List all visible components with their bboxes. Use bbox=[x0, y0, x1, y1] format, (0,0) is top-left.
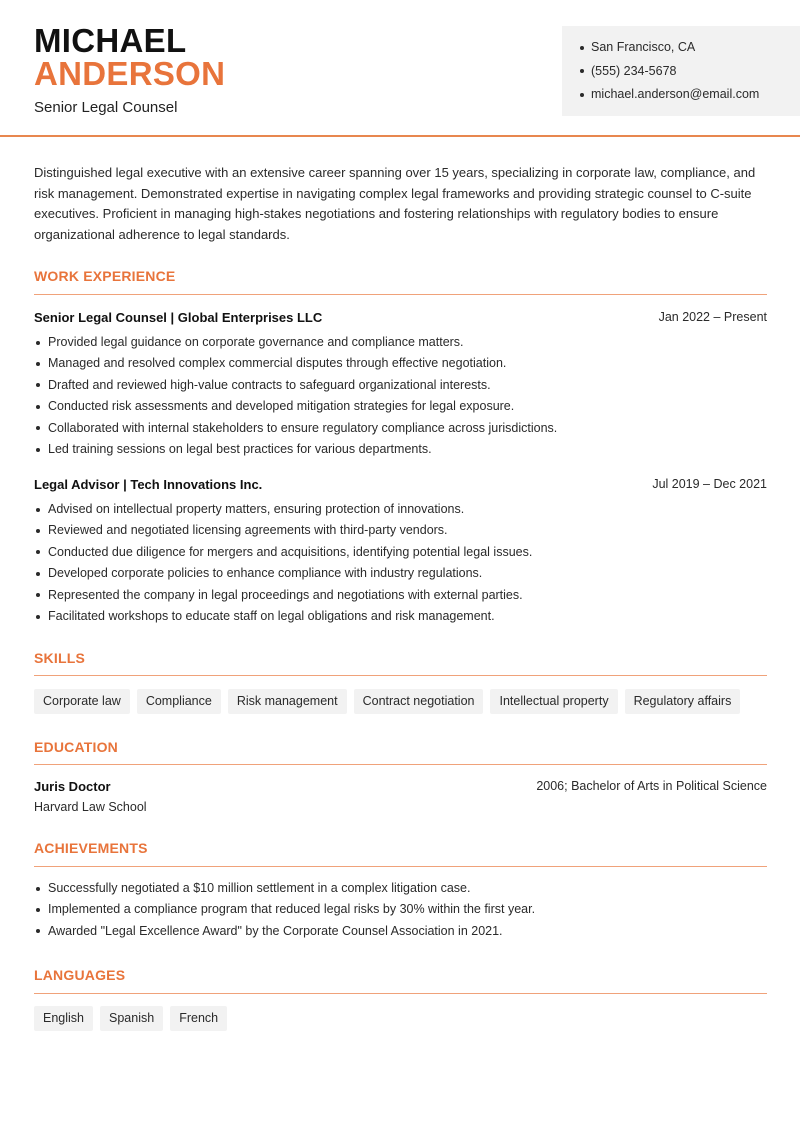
bullet-icon bbox=[36, 887, 40, 891]
list-item-text: Represented the company in legal proceedings and negotiations with external parties. bbox=[48, 587, 523, 602]
list-item-text: Managed and resolved complex commercial disputes through effective negotiation. bbox=[48, 356, 507, 371]
bullet-icon bbox=[36, 405, 40, 409]
list-item bbox=[34, 585, 774, 606]
list-item bbox=[34, 499, 774, 520]
job-header bbox=[34, 477, 767, 492]
job-title: Senior Legal Counsel bbox=[34, 99, 178, 116]
job-bullets bbox=[34, 332, 774, 460]
contact-email bbox=[580, 83, 800, 107]
list-item bbox=[34, 353, 774, 374]
bullet-icon bbox=[580, 69, 584, 73]
list-item-text: Developed corporate policies to enhance compliance with industry regulations. bbox=[48, 566, 483, 581]
list-item-text: Collaborated with internal stakeholders to ensure regulatory compliance across jurisdictions. bbox=[48, 420, 558, 435]
job-bullets bbox=[34, 499, 774, 627]
profile-summary: Distinguished legal executive with an extensive career spanning over 15 years, specializing in corporate law, compliance, and risk management. Demonstrated expertise in navigating complex legal frameworks and providing strategic counsel to C-suite executives. Proficient in managing high-stakes negotiations and fostering relationships with regulatory bodies to ensure organizational adherence to legal standards. bbox=[34, 165, 756, 243]
bullet-icon bbox=[36, 593, 40, 597]
list-item bbox=[34, 418, 774, 439]
skills-heading: SKILLS bbox=[34, 650, 85, 666]
work-experience-heading: WORK EXPERIENCE bbox=[34, 268, 176, 284]
bullet-icon bbox=[36, 341, 40, 345]
contact-phone-text: (555) 234-5678 bbox=[591, 63, 677, 78]
section-divider bbox=[34, 675, 767, 676]
section-divider bbox=[34, 294, 767, 295]
list-item bbox=[34, 396, 774, 417]
skill-chip: Compliance bbox=[137, 689, 221, 714]
education-heading: EDUCATION bbox=[34, 739, 118, 755]
bullet-icon bbox=[36, 615, 40, 619]
bullet-icon bbox=[36, 508, 40, 512]
list-item-text: Reviewed and negotiated licensing agreements with third-party vendors. bbox=[48, 523, 448, 538]
bullet-icon bbox=[36, 572, 40, 576]
list-item-text: Awarded "Legal Excellence Award" by the Corporate Counsel Association in 2021. bbox=[48, 923, 503, 938]
achievements-list bbox=[34, 878, 774, 942]
list-item bbox=[34, 439, 774, 460]
list-item-text: Provided legal guidance on corporate governance and compliance matters. bbox=[48, 335, 464, 349]
degree: Juris Doctor bbox=[34, 779, 111, 794]
list-item bbox=[34, 563, 774, 584]
contact-email-text: michael.anderson@email.com bbox=[591, 87, 760, 102]
bullet-icon bbox=[36, 426, 40, 430]
list-item-text: Led training sessions on legal best practices for various departments. bbox=[48, 441, 432, 456]
bullet-icon bbox=[580, 46, 584, 50]
bullet-icon bbox=[36, 529, 40, 533]
list-item bbox=[34, 375, 774, 396]
achievements-heading: ACHIEVEMENTS bbox=[34, 840, 148, 856]
education-details: 2006; Bachelor of Arts in Political Science bbox=[536, 779, 767, 793]
languages-heading: LANGUAGES bbox=[34, 967, 126, 983]
list-item-text: Successfully negotiated a $10 million settlement in a complex litigation case. bbox=[48, 881, 471, 895]
list-item bbox=[34, 542, 774, 563]
job-dates: Jan 2022 – Present bbox=[658, 310, 767, 324]
list-item-text: Conducted risk assessments and developed mitigation strategies for legal exposure. bbox=[48, 399, 515, 414]
job-role: Legal Advisor | Tech Innovations Inc. bbox=[34, 477, 263, 492]
bullet-icon bbox=[36, 929, 40, 933]
list-item bbox=[34, 921, 774, 942]
first-name: MICHAEL bbox=[34, 22, 187, 59]
education-header bbox=[34, 779, 767, 794]
section-divider bbox=[34, 993, 767, 994]
contact-box bbox=[562, 26, 800, 116]
languages-list bbox=[34, 1006, 227, 1031]
skill-chip: Risk management bbox=[228, 689, 347, 714]
job-role: Senior Legal Counsel | Global Enterprises LLC bbox=[34, 310, 323, 325]
list-item bbox=[34, 899, 774, 920]
language-chip: Spanish bbox=[100, 1006, 163, 1031]
section-divider bbox=[34, 764, 767, 765]
list-item-text: Conducted due diligence for mergers and acquisitions, identifying potential legal issues. bbox=[48, 544, 533, 559]
skills-list bbox=[34, 689, 740, 714]
skill-chip: Intellectual property bbox=[490, 689, 617, 714]
list-item-text: Drafted and reviewed high-value contracts to safeguard organizational interests. bbox=[48, 377, 491, 392]
skill-chip: Corporate law bbox=[34, 689, 130, 714]
job-header bbox=[34, 310, 767, 325]
list-item bbox=[34, 332, 774, 353]
list-item bbox=[34, 606, 774, 627]
bullet-icon bbox=[36, 550, 40, 554]
section-divider bbox=[34, 866, 767, 867]
bullet-icon bbox=[36, 908, 40, 912]
school-name: Harvard Law School bbox=[34, 800, 147, 814]
list-item-text: Implemented a compliance program that reduced legal risks by 30% within the first year. bbox=[48, 902, 536, 917]
contact-phone bbox=[580, 60, 800, 84]
list-item-text: Facilitated workshops to educate staff on legal obligations and risk management. bbox=[48, 608, 495, 623]
bullet-icon bbox=[36, 383, 40, 387]
list-item bbox=[34, 520, 774, 541]
skill-chip: Contract negotiation bbox=[354, 689, 484, 714]
job-dates: Jul 2019 – Dec 2021 bbox=[652, 477, 767, 491]
bullet-icon bbox=[36, 362, 40, 366]
skill-chip: Regulatory affairs bbox=[625, 689, 741, 714]
list-item bbox=[34, 878, 774, 899]
contact-location bbox=[580, 36, 800, 60]
list-item-text: Advised on intellectual property matters, ensuring protection of innovations. bbox=[48, 502, 465, 516]
last-name: ANDERSON bbox=[34, 55, 226, 92]
bullet-icon bbox=[36, 448, 40, 452]
language-chip: French bbox=[170, 1006, 227, 1031]
resume-header bbox=[0, 0, 800, 137]
bullet-icon bbox=[580, 93, 584, 97]
contact-location-text: San Francisco, CA bbox=[591, 40, 696, 55]
language-chip: English bbox=[34, 1006, 93, 1031]
